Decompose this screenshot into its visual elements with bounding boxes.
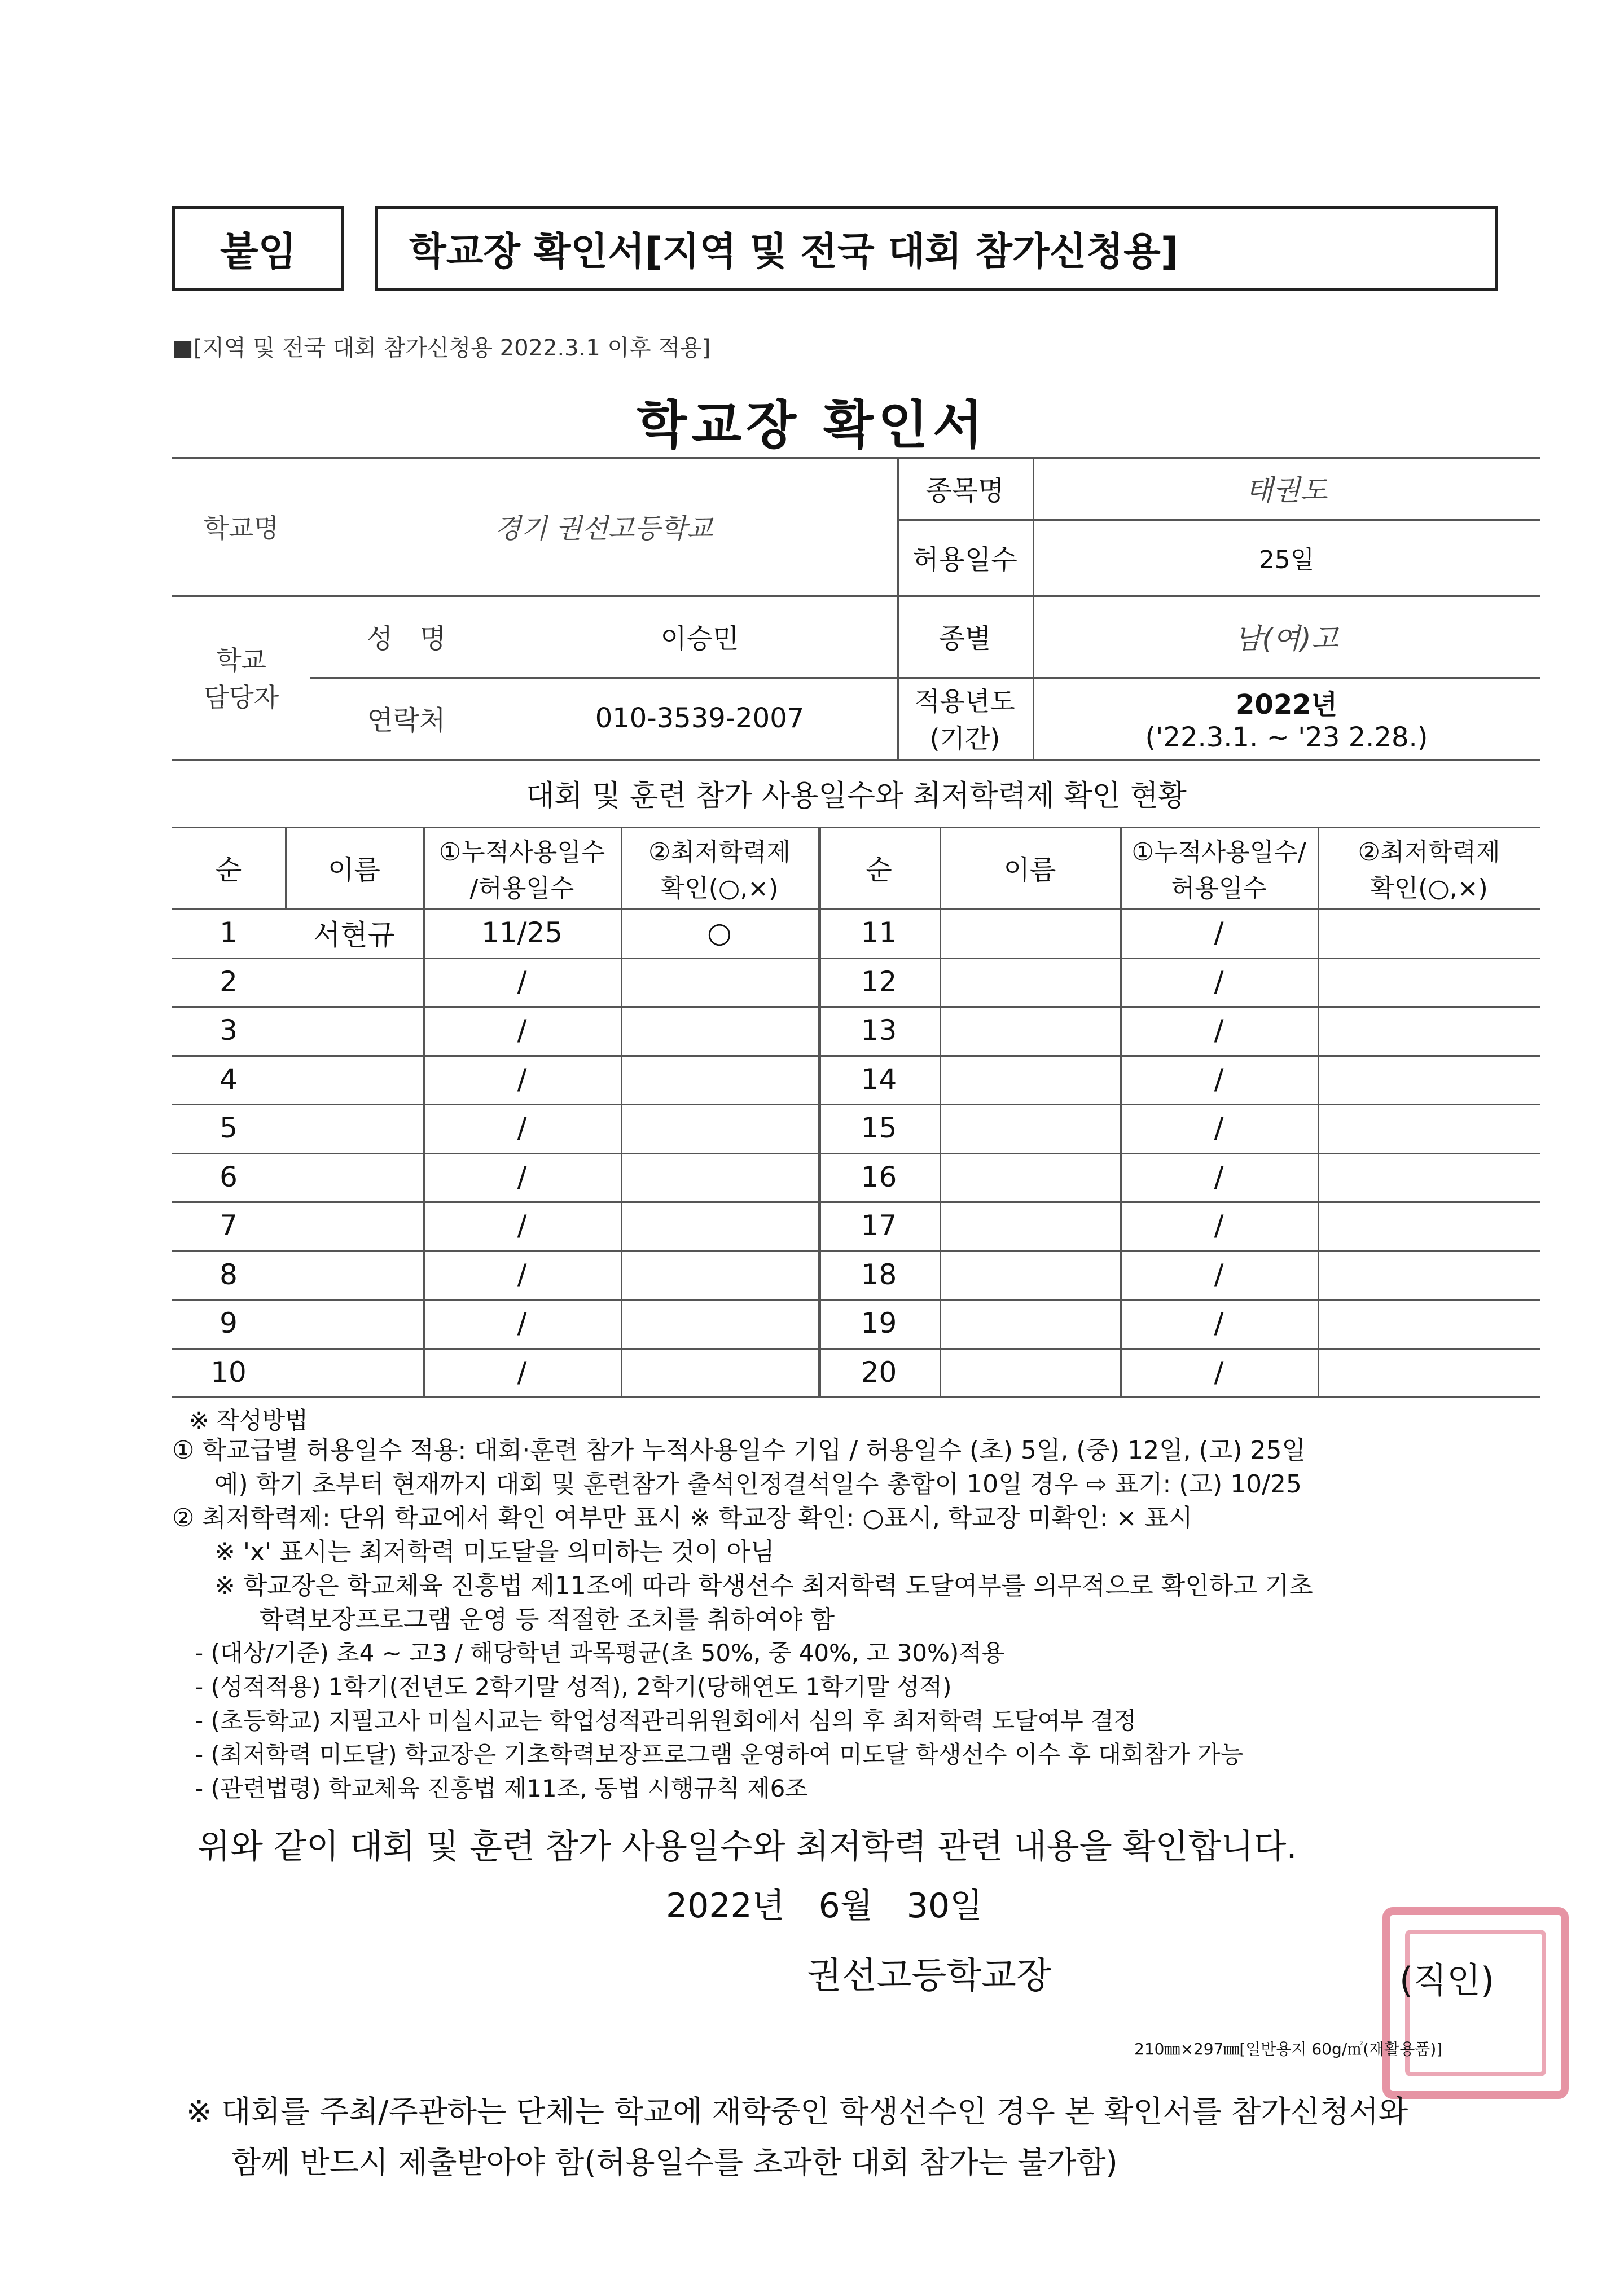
allowed-days-label: 허용일수	[912, 544, 1017, 576]
row-name	[285, 958, 423, 1007]
row-name	[285, 1299, 423, 1348]
contact-group-label-line2: 담당자	[203, 682, 279, 713]
header-name-right: 이름	[1003, 854, 1056, 886]
row-days: /	[517, 1258, 527, 1291]
row-check	[621, 958, 818, 1007]
row-no: 6	[220, 1160, 238, 1193]
row-no: 5	[220, 1112, 238, 1145]
row-name	[285, 1201, 423, 1250]
row-check-right	[1318, 1104, 1540, 1153]
confirmation-statement: 위와 같이 대회 및 훈련 참가 사용일수와 최저학력 관련 내용을 확인합니다.	[197, 1827, 1297, 1866]
row-name	[285, 1104, 423, 1153]
header-days-right	[1120, 827, 1318, 908]
row-name-right	[940, 1201, 1120, 1250]
row-days: /	[517, 1062, 527, 1096]
header-name: 이름	[328, 854, 380, 886]
row-check-right	[1318, 1250, 1540, 1299]
row-check	[621, 1153, 818, 1202]
category-value: 남(여)고	[1235, 622, 1338, 655]
year-label	[897, 677, 1033, 759]
row-name-right	[940, 1153, 1120, 1202]
row-divider	[172, 1396, 1540, 1398]
row-days: /	[517, 1209, 527, 1242]
row-days-right: /	[1214, 1160, 1224, 1193]
row-check	[621, 1006, 818, 1055]
row-days: /	[517, 1160, 527, 1193]
row-days-right: /	[1214, 1014, 1224, 1047]
row-name-right	[940, 1348, 1120, 1397]
allowed-days-value: 25일	[1258, 545, 1315, 574]
row-no-right: 13	[861, 1014, 897, 1047]
row-no-right: 18	[861, 1258, 897, 1291]
row-days: /	[517, 1355, 527, 1389]
row-no-right: 12	[861, 965, 897, 998]
row-name	[285, 1055, 423, 1104]
document-title: 학교장 확인서	[637, 395, 987, 455]
row-no: 8	[220, 1258, 238, 1291]
header-days-line1: ①누적사용일수	[438, 837, 605, 867]
row-name	[285, 1153, 423, 1202]
row-days-right: /	[1214, 1258, 1224, 1291]
row-days-right: /	[1214, 1062, 1224, 1096]
row-no-right: 14	[861, 1062, 897, 1096]
row-no: 10	[210, 1355, 247, 1389]
detail-5: - (관련법령) 학교체육 진흥법 제11조, 동법 시행규칙 제6조	[195, 1775, 808, 1802]
year-value	[1033, 677, 1540, 759]
header-check-right	[1318, 827, 1540, 908]
row-no: 3	[220, 1014, 238, 1047]
header-check-right-line1: ②최저학력제	[1358, 837, 1500, 867]
row-check	[621, 1299, 818, 1348]
row-no-right: 16	[861, 1160, 897, 1193]
header-days-line2: /허용일수	[469, 873, 574, 903]
row-check-right	[1318, 1055, 1540, 1104]
row-days-right: /	[1214, 1112, 1224, 1145]
row-no-right: 20	[861, 1355, 897, 1389]
note-3: ※ 'x' 표시는 최저학력 미도달을 의미하는 것이 아님	[214, 1538, 775, 1566]
row-check-right	[1318, 908, 1540, 958]
row-check	[621, 1055, 818, 1104]
row-days: /	[517, 965, 527, 998]
person-name-label: 성 명	[366, 623, 446, 655]
row-check-right	[1318, 1348, 1540, 1397]
row-days-right: /	[1214, 916, 1224, 950]
header-check-line1: ②최저학력제	[648, 837, 791, 867]
attachment-tag: 붙임	[172, 206, 344, 291]
period-value: ('22.3.1. ~ '23 2.28.)	[1145, 722, 1428, 753]
header-days	[423, 827, 621, 908]
note-2: ② 최저학력제: 단위 학교에서 확인 여부만 표시 ※ 학교장 확인: ○표시, 학교장 미확인: × 표시	[172, 1504, 1193, 1532]
principal-name: 권선고등학교장	[807, 1955, 1051, 1997]
contact-group-label-line1: 학교	[216, 645, 266, 675]
row-no-right: 17	[861, 1209, 897, 1242]
row-days: 11/25	[481, 916, 563, 950]
category-label: 종별	[938, 623, 991, 655]
header-no-right: 순	[866, 854, 892, 886]
official-seal-stamp	[1382, 1907, 1569, 2099]
header-days-right-line2: 허용일수	[1170, 873, 1267, 903]
note-1-example: 예) 학기 초부터 현재까지 대회 및 훈련참가 출석인정결석일수 총합이 10일 경우 ⇨ 표기: (고) 10/25	[214, 1470, 1302, 1499]
row-check	[621, 1104, 818, 1153]
row-name-right	[940, 908, 1120, 958]
row-days: /	[517, 1112, 527, 1145]
issue-date: 2022년 6월 30일	[666, 1886, 983, 1926]
row-name-right	[940, 1250, 1120, 1299]
detail-2: - (성적적용) 1학기(전년도 2학기말 성적), 2학기(당해연도 1학기말 성적)	[195, 1673, 952, 1701]
row-no-right: 19	[861, 1307, 897, 1340]
row-name	[285, 1250, 423, 1299]
row-days: /	[517, 1307, 527, 1340]
row-no: 9	[220, 1307, 238, 1340]
row-name-right	[940, 1104, 1120, 1153]
row-check-right	[1318, 1201, 1540, 1250]
sport-label: 종목명	[925, 475, 1004, 507]
row-check-right	[1318, 1153, 1540, 1202]
row-name-right	[940, 1006, 1120, 1055]
notes-heading: ※ 작성방법	[189, 1407, 308, 1434]
row-no: 2	[220, 965, 238, 998]
row-check	[621, 1250, 818, 1299]
row-days-right: /	[1214, 1209, 1224, 1242]
footer-note-line2: 함께 반드시 제출받아야 함(허용일수를 초과한 대회 참가는 불가함)	[231, 2145, 1118, 2180]
header-check-right-line2: 확인(○,×)	[1370, 873, 1488, 903]
note-1: ① 학교급별 허용일수 적용: 대회·훈련 참가 누적사용일수 기입 / 허용일수 (초) 5일, (중) 12일, (고) 25일	[172, 1436, 1306, 1465]
paper-spec: 210㎜×297㎜[일반용지 60g/㎡(재활용품)]	[1134, 2040, 1443, 2058]
note-4-cont: 학력보장프로그램 운영 등 적절한 조치를 취하여야 함	[260, 1605, 835, 1634]
seal-label: (직인)	[1399, 1960, 1495, 2001]
row-no-right: 15	[861, 1112, 897, 1145]
year-label-line2: (기간)	[929, 723, 1000, 754]
row-check-right	[1318, 1299, 1540, 1348]
person-name-value: 이승민	[660, 623, 739, 655]
row-name-right	[940, 1299, 1120, 1348]
year-label-line1: 적용년도	[915, 686, 1015, 717]
row-name	[285, 1006, 423, 1055]
header-days-right-line1: ①누적사용일수/	[1131, 837, 1306, 867]
row-check	[621, 1201, 818, 1250]
row-check	[621, 1348, 818, 1397]
row-name: 서현규	[313, 919, 395, 952]
header-no: 순	[215, 854, 242, 886]
school-name-label: 학교명	[203, 512, 279, 543]
header-check	[621, 827, 818, 908]
row-name-right	[940, 958, 1120, 1007]
row-no: 4	[220, 1062, 238, 1096]
row-days-right: /	[1214, 965, 1224, 998]
row-no: 7	[220, 1209, 238, 1242]
sport-value: 태권도	[1245, 474, 1328, 507]
detail-4: - (최저학력 미도달) 학교장은 기초학력보장프로그램 운영하여 미도달 학생선수 이수 후 대회참가 가능	[195, 1741, 1244, 1768]
row-no: 1	[220, 916, 238, 950]
row-check-right	[1318, 958, 1540, 1007]
year-value-main: 2022년	[1236, 689, 1337, 721]
form-header-title: 학교장 확인서[지역 및 전국 대회 참가신청용]	[375, 206, 1498, 291]
row-check: ○	[707, 916, 732, 950]
note-4: ※ 학교장은 학교체육 진흥법 제11조에 따라 학생선수 최저학력 도달여부를 의무적으로 확인하고 기초	[214, 1571, 1313, 1600]
phone-value: 010-3539-2007	[595, 702, 805, 734]
footer-note-line1: ※ 대회를 주최/주관하는 단체는 학교에 재학중인 학생선수인 경우 본 확인서를 참가신청서와	[186, 2094, 1408, 2129]
phone-label: 연락처	[367, 705, 446, 736]
row-days-right: /	[1214, 1355, 1224, 1389]
row-name-right	[940, 1055, 1120, 1104]
school-name-value: 경기 권선고등학교	[494, 513, 713, 544]
row-no-right: 11	[861, 916, 897, 950]
applicability-note: ■[지역 및 전국 대회 참가신청용 2022.3.1 이후 적용]	[172, 335, 711, 361]
detail-3: - (초등학교) 지필고사 미실시교는 학업성적관리위원회에서 심의 후 최저학력 도달여부 결정	[195, 1707, 1137, 1734]
detail-1: - (대상/기준) 초4 ~ 고3 / 해당학년 과목평균(초 50%, 중 40%, 고 30%)적용	[195, 1639, 1005, 1667]
row-check-right	[1318, 1006, 1540, 1055]
row-name	[285, 1348, 423, 1397]
row-days: /	[517, 1014, 527, 1047]
contact-group-label	[172, 595, 310, 759]
table-caption: 대회 및 훈련 참가 사용일수와 최저학력제 확인 현황	[526, 779, 1187, 813]
header-check-line2: 확인(○,×)	[660, 873, 779, 903]
row-days-right: /	[1214, 1307, 1224, 1340]
